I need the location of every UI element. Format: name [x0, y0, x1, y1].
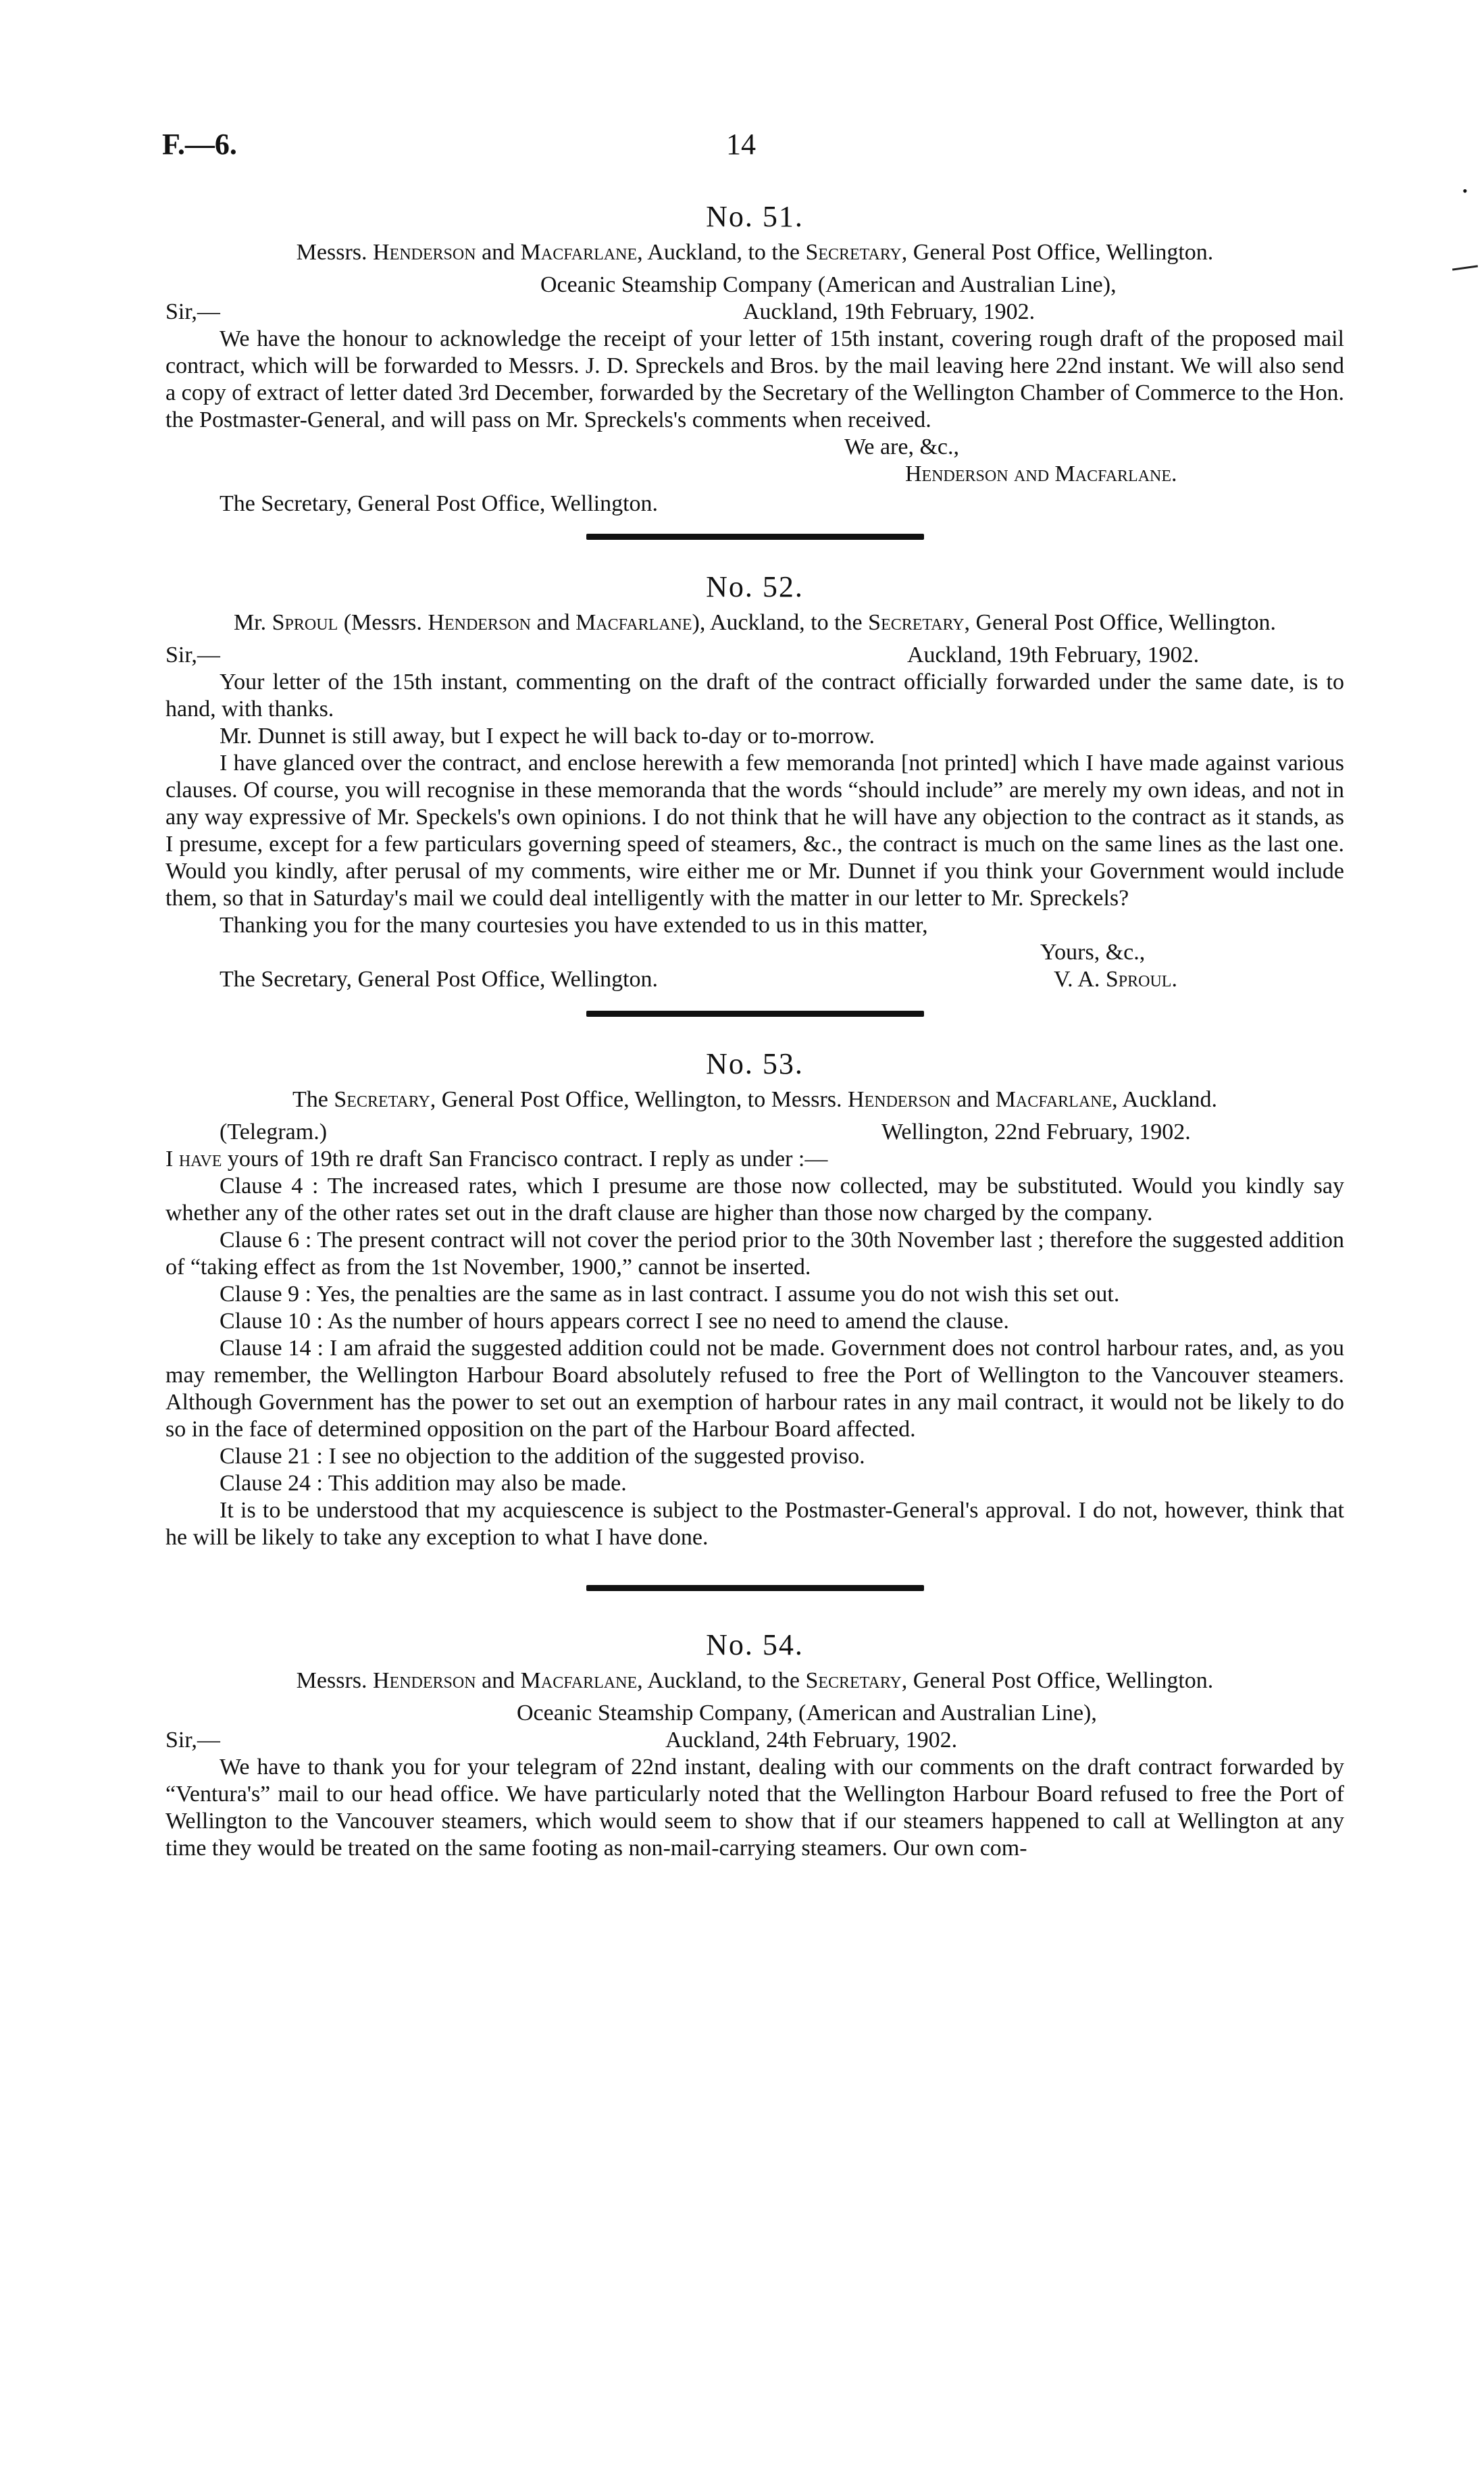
letter-date: Auckland, 19th February, 1902.: [743, 299, 1035, 324]
letter-51: [165, 199, 1344, 518]
salutation: Sir,—: [165, 643, 220, 668]
letter-date: Wellington, 22nd February, 1902.: [881, 1119, 1191, 1144]
salutation-date-line: [165, 642, 1344, 669]
address-line: [165, 1700, 1344, 1727]
section-divider: [586, 1585, 924, 1591]
salutation-date-line: [165, 1727, 1344, 1754]
letter-53: [165, 1047, 1344, 1551]
closing: Yours, &c.,: [1040, 940, 1146, 965]
title-text: Mr.: [233, 610, 272, 635]
margin-mark: •: [1462, 182, 1468, 199]
closing-line: [165, 434, 1344, 461]
title-text: and: [476, 1668, 521, 1693]
title-name-smallcaps: Macfarlane: [995, 1087, 1112, 1112]
title-name-smallcaps: Sproul: [272, 610, 338, 635]
title-text: , General Post Office, Wellington.: [901, 240, 1214, 265]
title-text: , Auckland, to the: [637, 1668, 806, 1693]
document-body: [165, 122, 1344, 1862]
body-paragraph: Clause 4 : The increased rates, which I presume are those now collected, may be substituted. Would you kindly say whether any of the other rates set out in the draft clause are higher than those now charged by the company.: [165, 1174, 1344, 1226]
body-paragraph: It is to be understood that my acquiescence is subject to the Postmaster-General's approval. I do not, however, think that he will be likely to take any exception to what I have done.: [165, 1498, 1344, 1550]
title-name-smallcaps: Macfarlane: [520, 1668, 638, 1693]
closing: We are, &c.,: [844, 434, 959, 459]
letter-number: No. 54.: [706, 1628, 804, 1661]
letter-title: [165, 1086, 1344, 1113]
sender-company: Oceanic Steamship Company, (American and Australian Line),: [517, 1701, 1097, 1726]
body-paragraph: Your letter of the 15th instant, commenting on the draft of the contract officially forwarded under the same date, is to hand, with thanks.: [165, 670, 1344, 722]
telegram-date-line: [165, 1119, 1344, 1146]
title-name-smallcaps: Secretary: [868, 610, 965, 635]
letter-title: [165, 1667, 1344, 1694]
title-name-smallcaps: Macfarlane: [520, 240, 638, 265]
section-divider: [586, 534, 924, 540]
title-text: and: [950, 1087, 996, 1112]
letter-title: [165, 609, 1344, 636]
opening-text: yours of 19th re draft San Francisco contract. I reply as under :—: [222, 1147, 828, 1172]
addressee: The Secretary, General Post Office, Wellington.: [220, 967, 659, 992]
telegram-label: (Telegram.): [220, 1119, 328, 1144]
body-paragraph: Clause 6 : The present contract will not cover the period prior to the 30th November last ; therefore the suggested addition of “taking effect as from the 1st November, 1900,” cannot be inserted.: [165, 1228, 1344, 1280]
salutation: Sir,—: [165, 299, 220, 324]
title-text: ), Auckland, to the: [692, 610, 869, 635]
title-text: , General Post Office, Wellington.: [964, 610, 1277, 635]
title-text: (Messrs.: [338, 610, 428, 635]
section-divider: [586, 1011, 924, 1017]
body-paragraph: Clause 24 : This addition may also be made.: [220, 1471, 627, 1496]
letter-54: [165, 1628, 1344, 1862]
signature-line: [165, 461, 1344, 488]
body-paragraph: Thanking you for the many courtesies you have extended to us in this matter,: [220, 913, 928, 938]
salutation: Sir,—: [165, 1728, 220, 1753]
body-paragraph: We have the honour to acknowledge the receipt of your letter of 15th instant, covering rough draft of the proposed mail contract, which will be forwarded to Messrs. J. D. Spreckels and Bros. by the mail leaving here 22nd instant. We will also send a copy of extract of letter dated 3rd December, forwarded by the Secretary of the Wellington Chamber of Commerce to the Hon. the Postmaster-General, and will pass on Mr. Spreckels's comments when received.: [165, 326, 1344, 432]
opening-line: [165, 1146, 1344, 1173]
letter-number: No. 51.: [706, 200, 804, 233]
body-paragraph: Clause 21 : I see no objection to the addition of the suggested proviso.: [220, 1444, 865, 1469]
title-text: and: [476, 240, 521, 265]
address-line: [165, 272, 1344, 299]
title-name-smallcaps: Henderson: [373, 1668, 476, 1693]
body-paragraph: Clause 14 : I am afraid the suggested addition could not be made. Government does not control harbour rates, and, as you may remember, the Wellington Harbour Board absolutely refused to free the Port of Wellington to the Vancouver steamers. Although Government has the power to set out an exemption of harbour rates in any mail contract, it would not be likely to do so in the face of determined opposition on the part of the Harbour Board affected.: [165, 1336, 1344, 1442]
letter-title: [165, 239, 1344, 266]
sender-company: Oceanic Steamship Company (American and Australian Line),: [540, 272, 1117, 297]
title-name-smallcaps: Henderson: [848, 1087, 951, 1112]
title-name-smallcaps: Henderson: [373, 240, 476, 265]
letter-number: No. 53.: [706, 1047, 804, 1080]
closing-line: [165, 939, 1344, 966]
body-paragraph: I have glanced over the contract, and enclose herewith a few memoranda [not printed] which I have made against various clauses. Of course, you will recognise in these memoranda that the words “should include” are merely my own ideas, and not in any way expressive of Mr. Speckels's own opinions. I do not think that he will have any objection to the contract as it stands, as I presume, except for a few particulars governing speed of steamers, &c., the contract is much on the same lines as the last one. Would you kindly, after perusal of my comments, wire either me or Mr. Dunnet if you think your Government would include them, so that in Saturday's mail we could deal intelligently with the matter in our letter to Mr. Spreckels?: [165, 751, 1344, 911]
page-number: 14: [726, 128, 756, 161]
letter-number: No. 52.: [706, 570, 804, 603]
addressee-line: [165, 490, 1344, 518]
salutation-date-line: [165, 299, 1344, 326]
title-text: Messrs.: [296, 1668, 374, 1693]
signature: V. A. Sproul.: [1054, 967, 1177, 992]
title-text: and: [530, 610, 576, 635]
title-text: , General Post Office, Wellington, to Messrs.: [430, 1087, 848, 1112]
title-name-smallcaps: Macfarlane: [575, 610, 692, 635]
body-paragraph: We have to thank you for your telegram of 22nd instant, dealing with our comments on the draft contract forwarded by “Ventura's” mail to our head office. We have particularly noted that the Wellington Harbour Board refused to free the Port of Wellington to the Vancouver steamers, which would seem to show that if our steamers happened to call at Wellington at any time they would be treated on the same footing as non-mail-carrying steamers. Our own com-: [165, 1755, 1344, 1861]
opening-smallcaps: I have: [165, 1147, 222, 1172]
addressee-signature-line: [165, 966, 1344, 993]
letter-date: Auckland, 19th February, 1902.: [907, 643, 1200, 668]
title-text: Messrs.: [296, 240, 374, 265]
body-paragraph: Mr. Dunnet is still away, but I expect he will back to-day or to-morrow.: [220, 724, 875, 749]
title-text: , Auckland, to the: [637, 240, 806, 265]
signature: Henderson and Macfarlane.: [905, 461, 1177, 486]
letter-52: [165, 570, 1344, 993]
title-name-smallcaps: Secretary: [805, 1668, 902, 1693]
margin-dash: [1452, 265, 1478, 270]
title-name-smallcaps: Henderson: [428, 610, 531, 635]
title-text: , General Post Office, Wellington.: [901, 1668, 1214, 1693]
title-text: The: [292, 1087, 334, 1112]
title-name-smallcaps: Secretary: [805, 240, 902, 265]
letter-date: Auckland, 24th February, 1902.: [665, 1728, 958, 1753]
addressee: The Secretary, General Post Office, Wellington.: [220, 491, 659, 516]
page-series-code: F.—6.: [162, 128, 237, 161]
title-name-smallcaps: Secretary: [334, 1087, 430, 1112]
body-paragraph: Clause 10 : As the number of hours appears correct I see no need to amend the clause.: [220, 1309, 1009, 1334]
body-paragraph: Clause 9 : Yes, the penalties are the same as in last contract. I assume you do not wish this set out.: [220, 1282, 1120, 1307]
title-text: , Auckland.: [1112, 1087, 1217, 1112]
